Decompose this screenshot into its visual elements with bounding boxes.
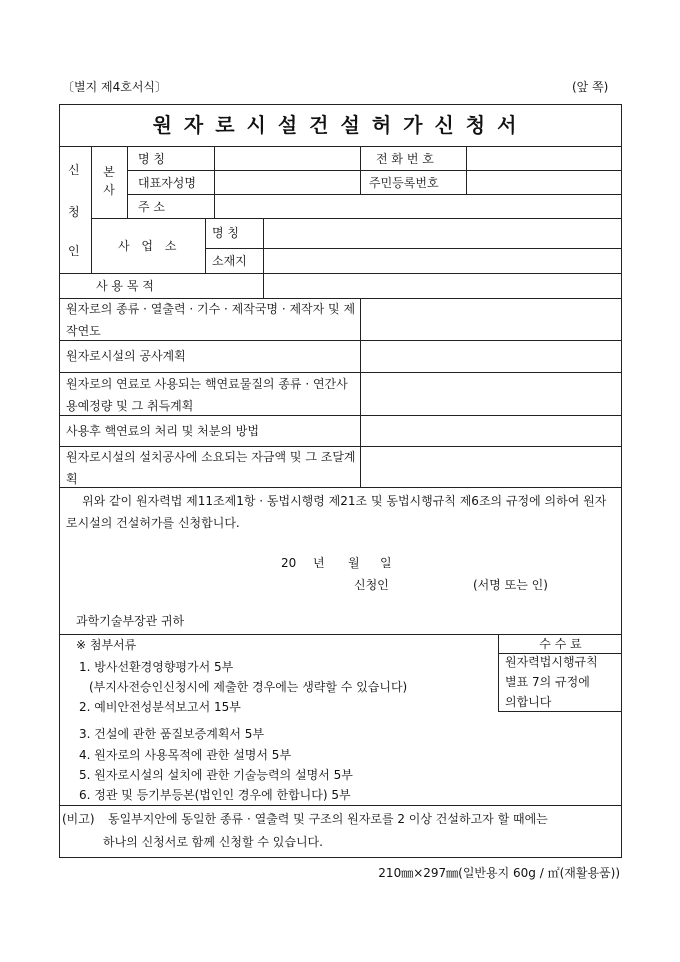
address-label: 주 소	[138, 200, 165, 214]
attachments-title: ※ 첨부서류	[76, 638, 137, 652]
attachment-item: 6. 정관 및 등기부등본(법인인 경우에 한합니다) 5부	[79, 788, 351, 802]
addressee: 과학기술부장관 귀하	[76, 614, 185, 628]
funding-plan-label: 원자로시설의 설치공사에 소요되는 자금액 및 그 조달계획	[66, 450, 356, 486]
remark-label: (비고)	[62, 812, 95, 826]
attachment-item: (부지사전승인신청시에 제출한 경우에는 생략할 수 있습니다)	[89, 680, 408, 694]
phone-field[interactable]	[467, 147, 621, 169]
page-side: (앞 쪽)	[572, 80, 609, 94]
resident-number-label: 주민등록번호	[369, 176, 439, 190]
site-location-label: 소재지	[212, 254, 247, 268]
construction-plan-field[interactable]	[361, 341, 621, 371]
purpose-field[interactable]	[264, 274, 621, 297]
declaration-text: 위와 같이 원자력법 제11조제1항 · 동법시행령 제21조 및 동법시행규칙 제6조의 규정에 의하여 원자로시설의 건설허가를 신청합니다.	[66, 494, 607, 530]
attachment-item: 1. 방사선환경영향평가서 5부	[79, 660, 234, 674]
reactor-type-field[interactable]	[361, 299, 621, 339]
fee-title: 수 수 료	[539, 637, 582, 651]
attachment-item: 3. 건설에 관한 품질보증계획서 5부	[79, 727, 265, 741]
fee-line: 원자력법시행규칙	[505, 655, 598, 669]
date-year: 20	[281, 556, 297, 570]
applicant-label-1: 신	[68, 163, 80, 177]
fee-line: 의합니다	[505, 695, 552, 709]
resident-number-field[interactable]	[467, 171, 621, 193]
head-office-label: 본사	[103, 165, 115, 197]
funding-plan-field[interactable]	[361, 447, 621, 486]
date-day-unit: 일	[380, 556, 392, 570]
site-name-field[interactable]	[264, 219, 621, 247]
name-field[interactable]	[215, 147, 359, 169]
purpose-label: 사 용 목 적	[96, 279, 154, 293]
spent-fuel-field[interactable]	[361, 416, 621, 445]
spent-fuel-label: 사용후 핵연료의 처리 및 처분의 방법	[66, 424, 259, 438]
phone-label: 전 화 번 호	[376, 152, 434, 166]
representative-field[interactable]	[215, 171, 359, 193]
paper-spec: 210㎜×297㎜(일반용지 60g / ㎡(재활용품))	[378, 866, 620, 880]
fee-line: 별표 7의 규정에	[505, 675, 590, 689]
form-number: 〔별지 제4호서식〕	[62, 80, 168, 94]
attachment-item: 4. 원자로의 사용목적에 관한 설명서 5부	[79, 748, 292, 762]
name-label: 명 칭	[138, 152, 165, 166]
address-field[interactable]	[215, 195, 621, 217]
applicant-label-2: 청	[68, 205, 80, 219]
signature-note: (서명 또는 인)	[473, 578, 548, 592]
fuel-material-field[interactable]	[361, 373, 621, 414]
site-name-label: 명 칭	[212, 226, 239, 240]
fuel-material-label: 원자로의 연료로 사용되는 핵연료물질의 종류 · 연간사용예정량 및 그 취득계획	[66, 377, 348, 413]
attachment-item: 5. 원자로시설의 설치에 관한 기술능력의 설명서 5부	[79, 768, 353, 782]
page-title: 원자로시설건설허가신청서	[152, 113, 529, 137]
date-year-unit: 년	[313, 556, 325, 570]
attachment-item: 2. 예비안전성분석보고서 15부	[79, 700, 241, 714]
site-label: 사 업 소	[118, 239, 181, 253]
remark-line-1: 동일부지안에 동일한 종류 · 열출력 및 구조의 원자로를 2 이상 건설하고자 할 때에는	[108, 812, 548, 826]
applicant-signature-label: 신청인	[354, 578, 389, 592]
remark-line-2: 하나의 신청서로 함께 신청할 수 있습니다.	[103, 835, 323, 849]
date-month-unit: 월	[348, 556, 360, 570]
site-location-field[interactable]	[264, 249, 621, 272]
fee-box	[498, 634, 621, 712]
reactor-type-label: 원자로의 종류 · 열출력 · 기수 · 제작국명 · 제작자 및 제작연도	[66, 302, 356, 338]
representative-label: 대표자성명	[138, 176, 196, 190]
applicant-label-3: 인	[68, 244, 80, 258]
construction-plan-label: 원자로시설의 공사계획	[66, 349, 186, 363]
